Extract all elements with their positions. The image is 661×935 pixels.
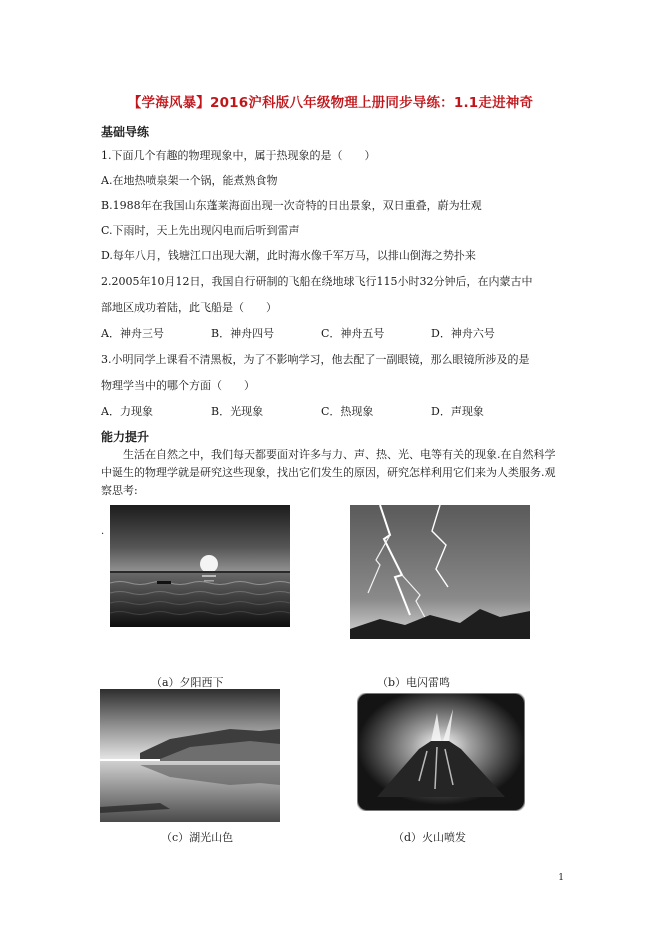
page-number: 1 <box>558 873 564 883</box>
question-3-option: D．声现象 <box>431 405 484 418</box>
question-3-stem-line2: 物理学当中的哪个方面（ ） <box>101 379 255 392</box>
question-2-options <box>101 325 581 341</box>
question-3-option: C．热现象 <box>321 405 374 418</box>
lake-mountain-photo <box>100 689 280 822</box>
question-2-stem-line2: 部地区成功着陆，此飞船是（ ） <box>101 301 277 314</box>
caption-b: （b）电闪雷鸣 <box>377 676 451 689</box>
question-2-option: B．神舟四号 <box>211 327 275 340</box>
caption-a: （a）夕阳西下 <box>151 676 224 689</box>
question-2-option: D．神舟六号 <box>431 327 495 340</box>
lightning-photo <box>350 505 530 639</box>
caption-d: （d）火山喷发 <box>393 831 467 844</box>
question-1-option-d: D.每年八月，钱塘江口出现大潮，此时海水像千军万马，以排山倒海之势扑来 <box>101 249 476 262</box>
stray-dot: . <box>101 526 105 537</box>
question-1-stem: 1.下面几个有趣的物理现象中，属于热现象的是（ ） <box>101 149 376 162</box>
question-3-option: B．光现象 <box>211 405 264 418</box>
question-1-option-a: A.在地热喷泉架一个锅，能煮熟食物 <box>101 174 278 187</box>
question-2-option: A．神舟三号 <box>101 327 164 340</box>
question-3-stem-line1: 3.小明同学上课看不清黑板，为了不影响学习，他去配了一副眼镜，那么眼镜所涉及的是 <box>101 353 530 366</box>
section-heading-ability: 能力提升 <box>101 430 150 444</box>
intro-paragraph: 生活在自然之中，我们每天都要面对许多与力、声、热、光、电等有关的现象.在自然科学中诞生的物理学就是研究这些现象，找出它们发生的原因，研究怎样利用它们来为人类服务.观察思考: <box>101 448 556 497</box>
question-1-option-b: B.1988年在我国山东蓬莱海面出现一次奇特的日出景象，双日重叠，蔚为壮观 <box>101 199 482 212</box>
question-3-option: A．力现象 <box>101 405 153 418</box>
question-3-options <box>101 403 581 419</box>
document-title: 【学海风暴】2016沪科版八年级物理上册同步导练：1.1走进神奇 <box>127 95 534 111</box>
question-1-option-c: C.下雨时，天上先出现闪电而后听到雷声 <box>101 224 300 237</box>
sunset-photo <box>110 505 290 627</box>
caption-c: （c）湖光山色 <box>161 831 234 844</box>
question-2-option: C．神舟五号 <box>321 327 385 340</box>
section-heading-basic: 基础导练 <box>101 125 150 139</box>
question-2-stem-line1: 2.2005年10月12日，我国自行研制的飞船在绕地球飞行115小时32分钟后，在内蒙古中 <box>101 275 533 288</box>
volcano-photo <box>357 693 525 811</box>
